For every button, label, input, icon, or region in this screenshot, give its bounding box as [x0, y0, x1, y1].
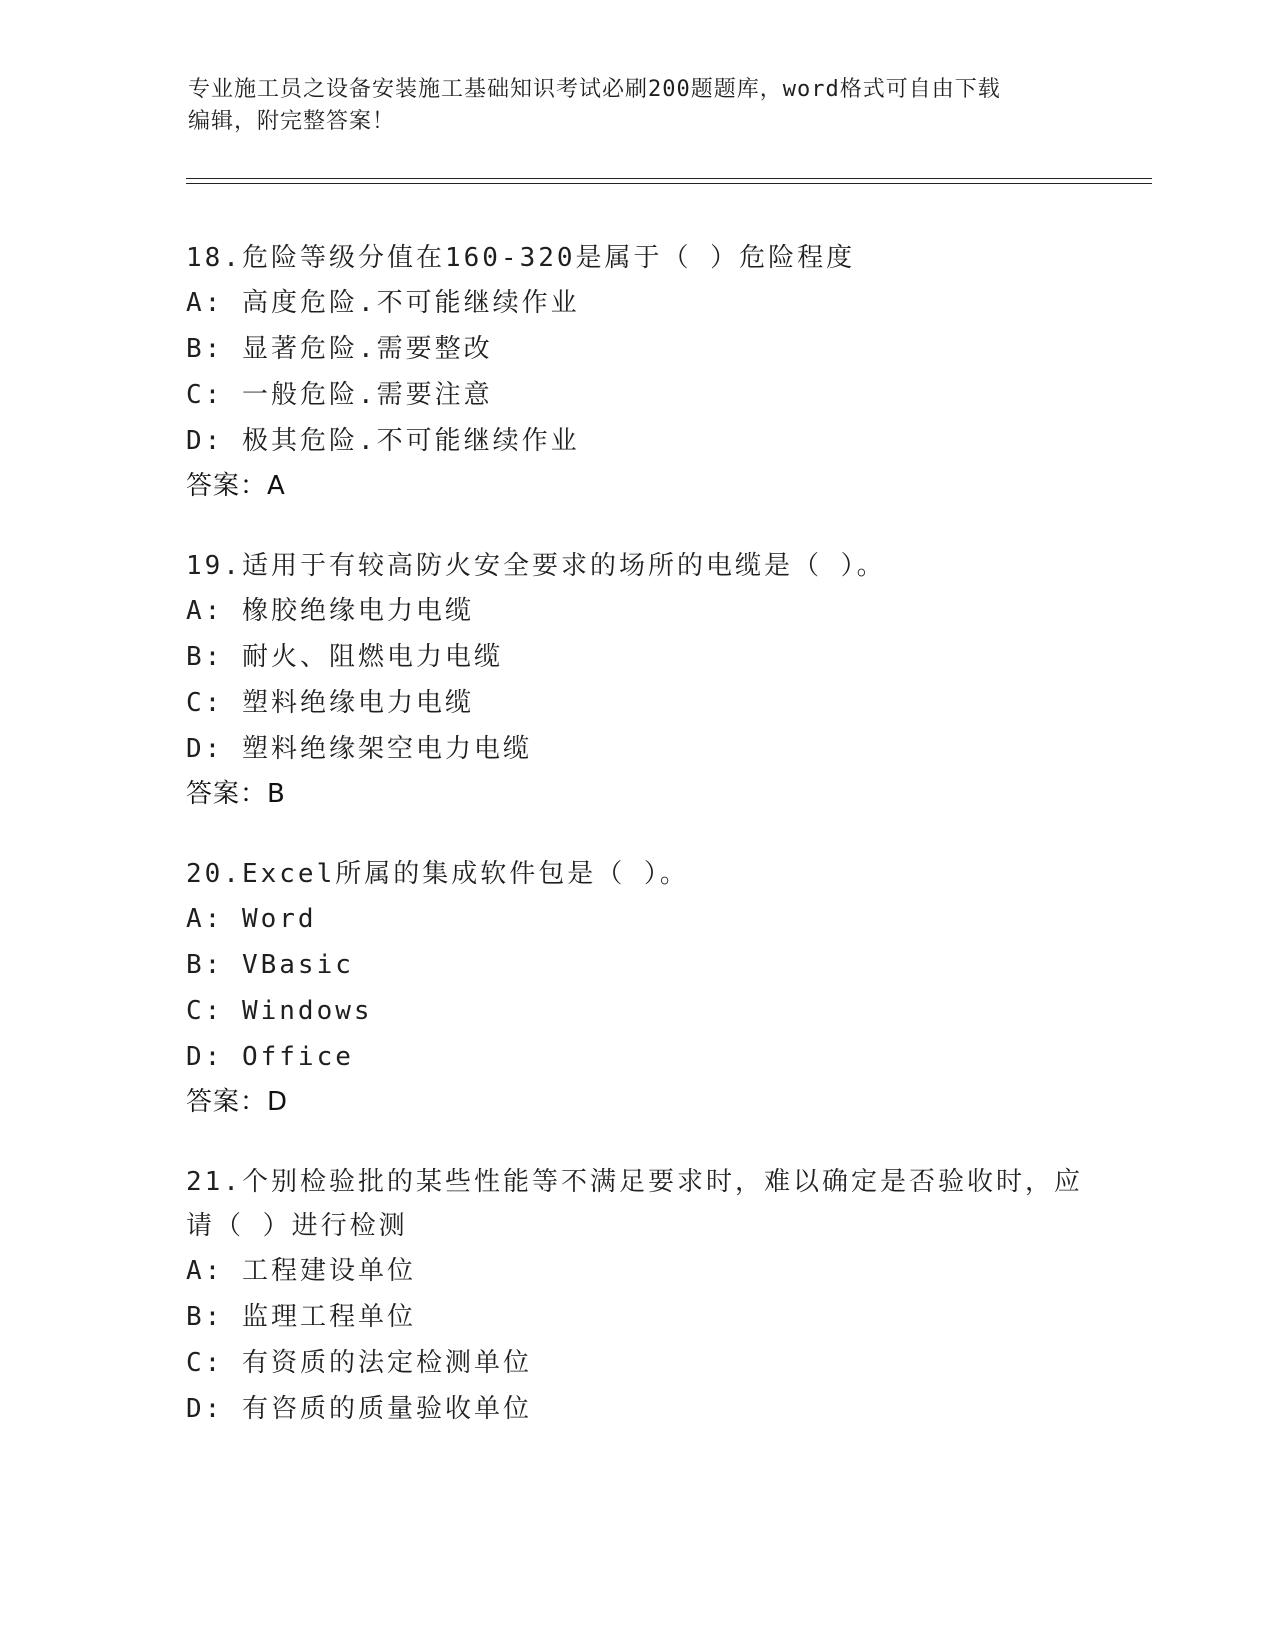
question-stem: 20.Excel所属的集成软件包是（ ）。	[186, 859, 689, 889]
option-a: A: Word	[186, 904, 317, 934]
question-18	[186, 236, 1086, 508]
option-d: D: 极其危险.不可能继续作业	[186, 426, 580, 456]
option-c: C: 一般危险.需要注意	[186, 380, 493, 410]
option-b: B: 耐火、阻燃电力电缆	[186, 642, 503, 672]
option-c: C: Windows	[186, 996, 373, 1026]
option-b: B: 显著危险.需要整改	[186, 334, 493, 364]
question-19	[186, 544, 1086, 816]
question-stem: 18.危险等级分值在160-320是属于（ ）危险程度	[186, 243, 856, 273]
option-a: A: 工程建设单位	[186, 1256, 416, 1286]
header-title-line-1: 专业施工员之设备安装施工基础知识考试必刷200题题库，word格式可自由下载	[188, 77, 1001, 102]
answer-label: 答案：B	[186, 779, 286, 809]
option-a: A: 高度危险.不可能继续作业	[186, 288, 580, 318]
question-20	[186, 852, 1086, 1124]
option-b: B: VBasic	[186, 950, 354, 980]
document-header	[188, 74, 1068, 138]
question-stem-line-2: 请（ ）进行检测	[186, 1211, 408, 1241]
answer-label: 答案：D	[186, 1087, 289, 1117]
option-d: D: Office	[186, 1042, 354, 1072]
header-divider-bottom	[186, 183, 1152, 184]
question-stem: 19.适用于有较高防火安全要求的场所的电缆是（ ）。	[186, 551, 886, 581]
option-b: B: 监理工程单位	[186, 1302, 416, 1332]
option-c: C: 有资质的法定检测单位	[186, 1348, 532, 1378]
option-c: C: 塑料绝缘电力电缆	[186, 688, 474, 718]
option-d: D: 有咨质的质量验收单位	[186, 1394, 532, 1424]
header-divider-top	[186, 178, 1152, 179]
option-a: A: 橡胶绝缘电力电缆	[186, 596, 474, 626]
question-list	[186, 236, 1086, 1468]
question-stem-line-1: 21.个别检验批的某些性能等不满足要求时，难以确定是否验收时，应	[186, 1167, 1083, 1197]
option-d: D: 塑料绝缘架空电力电缆	[186, 734, 532, 764]
answer-label: 答案：A	[186, 471, 286, 501]
question-21	[186, 1160, 1086, 1432]
header-title-line-2: 编辑，附完整答案！	[188, 109, 396, 134]
